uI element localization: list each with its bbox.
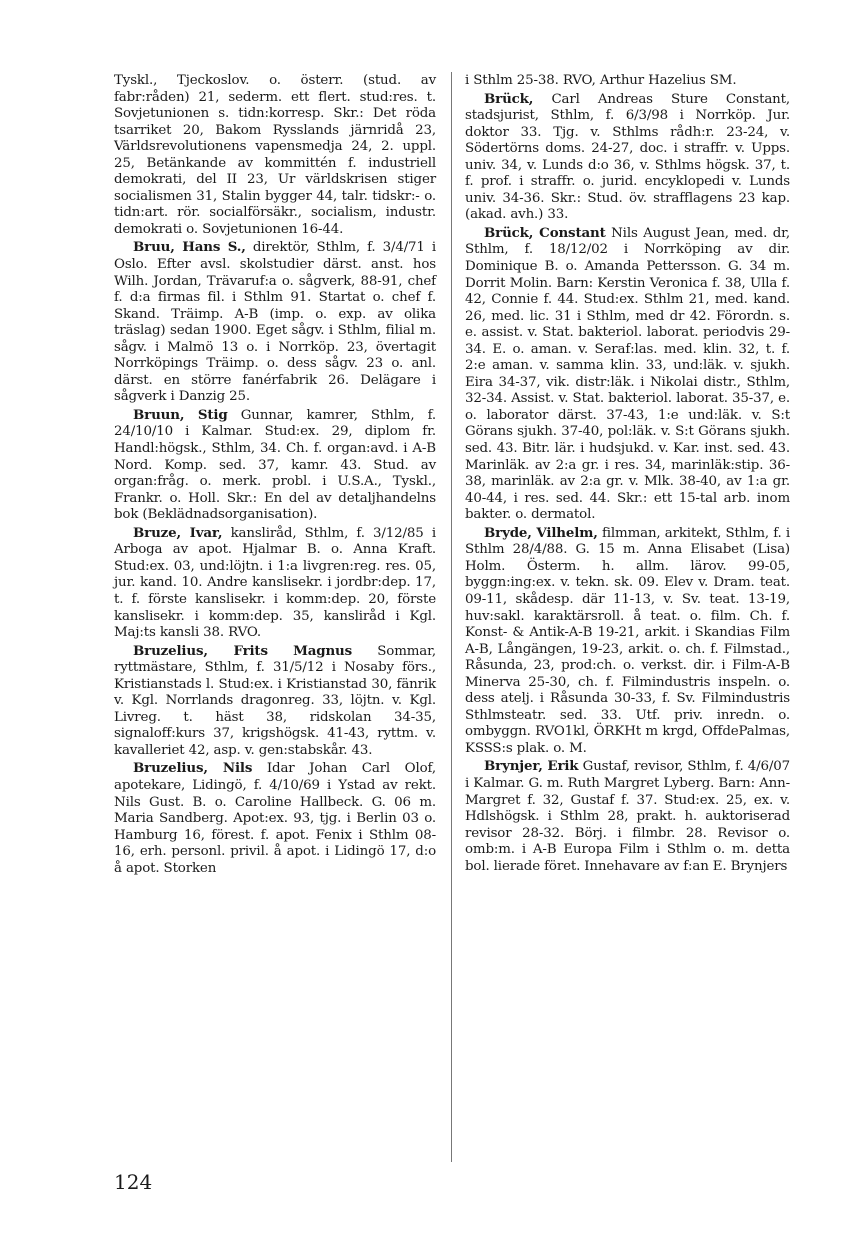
entry-text: Nils August Jean, med. dr, Sthlm, f. 18/12/02 i Norrköping av dir. Dominique B. o. Amanda Pettersson. G. 34 m. Dorrit Molin. Barn: Kerstin Veronica f. 38, Ulla f. 42, Connie f. 44. Stud:ex. Sthlm 21, med. kand. 26, med. lic. 31 i Sthlm, med dr 42. Förordn. s. e. assist. v. Stat. bakteriol. laborat. periodvis 29-34. E. o. aman. v. Seraf:las. med. klin. 32, t. f. 2:e aman. v. samma klin. 33, und:läk. v. sjukh. Eira 34-37, vik. distr:läk. i Nikolai distr., Sthlm, 32-34. Assist. v. Stat. bakteriol. laborat. 35-37, e. o. laborator därst. 37-43, 1:e und:läk. v. S:t Görans sjukh. 37-40, pol:läk. v. S:t Görans sjukh. sed. 43. Bitr. lär. i hudsjukd. v. Kar. inst. sed. 43. Marinläk. av 2:a gr. i res. 34, marinläk:stip. 36-38, marinläk. av 2:a gr. v. Mlk. 38-40, av 1:a gr. 40-44, i res. sed. 44. Skr.: ett 15-tal arb. inom bakter. o. dermatol. (465, 225, 790, 523)
entry-text: filmman, arkitekt, Sthlm, f. i Sthlm 28/4/88. G. 15 m. Anna Elisabet (Lisa) Holm. Österm. h. allm. lärov. 99-05, byggn:ing:ex. v. tekn. sk. 09. Elev v. Dram. teat. 09-11, skådesp. där 11-13, v. Sv. teat. 13-19, huv:sakl. karaktärsroll. å teat. o. film. Ch. f. Konst- & Antik-A-B 19-21, arkit. i Skandias Film A-B, Långängen, 19-23, arkit. o. ch. f. Filmstad., Råsunda, 23, prod:ch. o. verkst. dir. i Film-A-B Minerva 25-30, ch. f. Filmindustris inspeln. o. dess atelj. i Råsunda 30-33, f. Sv. Filmindustris Sthlmsteatr. sed. 33. Utf. priv. inredn. o. ombyggn. RVO1kl, ÖRKHt m krgd, OffdePalmas, KSSS:s plak. o. M. (465, 525, 790, 756)
entry-text: direktör, Sthlm, f. 3/4/71 i Oslo. Efter avsl. skolstudier därst. anst. hos Wilh. Jordan, Trävaruf:a o. sågverk, 88-91, chef f. d:a firmas fil. i Sthlm 91. Startat o. chef f. Skand. Träimp. A-B (imp. o. exp. av olika träslag) sedan 1900. Eget sågv. i Sthlm, filial m. sågv. i Malmö 13 o. i Norrköp. 23, övertagit Norrköpings Träimp. o. dess sågv. 23 o. anl. därst. en större fanérfabrik 26. Delägare i sågverk i Danzig 25. (114, 240, 436, 405)
entry-text: Gustaf, revisor, Sthlm, f. 4/6/07 i Kalmar. G. m. Ruth Margret Lyberg. Barn: Ann-Margret f. 32, Gustaf f. 37. Stud:ex. 25, ex. v. Hdlshögsk. i Sthlm 28, prakt. h. auktoriserad revisor 28-32. Börj. i filmbr. 28. Revisor o. omb:m. i A-B Europa Film i Sthlm o. m. detta bol. lierade föret. Innehavare av f:an E. Brynjers (465, 759, 790, 874)
entry-text: i Sthlm 25-38. RVO, Arthur Hazelius SM. (465, 73, 737, 88)
column-divider (451, 72, 452, 1162)
entry-bryde-vilhelm (465, 525, 790, 758)
entry-text: Sommar, ryttmästare, Sthlm, f. 31/5/12 i Nosaby förs., Kristianstads l. Stud:ex. i Kristianstad 30, fänrik v. Kgl. Norrlands dragonreg. 33, löjtn. v. Kgl. Livreg. t. häst 38, ridskolan 34-35, signaloff:kurs 37, krigshögsk. 41-43, ryttm. v. kavalleriet 42, asp. v. gen:stabskår. 43. (114, 643, 437, 758)
entry-bruzelius-nils (114, 760, 436, 877)
entry-text: kanslіråd, Sthlm, f. 3/12/85 i Arboga av apot. Hjalmar B. o. Anna Kraft. Stud:ex. 03, und:löjtn. i 1:a livgren:reg. res. 05, jur. kand. 10. Andre kanslisekr. i jordbr:dep. 17, t. f. förste kanslisekr. i komm:dep. 20, förste kanslisekr. i komm:dep. 35, kanslіråd i Kgl. Maj:ts kansli 38. RVO. (114, 525, 436, 641)
entry-bruu-hans (114, 239, 436, 405)
entry-name: Brynjer, Erik (484, 758, 579, 775)
entry-name: Bruzelius, Frits (133, 642, 268, 659)
entry-name: Bruze, Ivar, (133, 524, 223, 541)
entry-name: Brück, (484, 90, 534, 107)
entry-given-bold: Magnus (293, 642, 353, 659)
entry-bruck-carl (465, 91, 790, 224)
right-column (465, 72, 790, 875)
page-number: 124 (114, 1170, 153, 1194)
entry-name: Bruu, Hans S., (133, 239, 246, 256)
entry-text: Carl Andreas Sture Constant, stadsjurist, Sthlm, f. 6/3/98 i Norrköp. Jur. doktor 33. Tjg. v. Sthlms rådh:r. 23-24, v. Södertörns doms. 24-27, doc. i straffr. v. Upps. univ. 34, v. Lunds d:o 36, v. Sthlms högsk. 37, t. f. prof. i straffr. o. jurid. encyklopedi v. Lunds univ. 34-36. Skr.: Stud. öv. strafflagens 23 kap. (akad. avh.) 33. (465, 91, 790, 223)
entry-bruze-ivar (114, 525, 436, 642)
entry-name: Bruzelius, Nils (133, 760, 253, 777)
entry-name: Brück, Constant (484, 224, 606, 241)
entry-name: Bruun, Stig (133, 406, 228, 423)
entry-0 (114, 72, 436, 238)
entry-text: Tyskl., Tjeckoslov. o. österr. (stud. av fabr:råden) 21, sederm. ett flert. stud:res. t. Sovjetunionen s. tidn:korresp. Skr.: Det röda tsarriket 20, Bakom Rysslands järnridå 23, Världsrevolutionens vapensmedja 24, 2. uppl. 25, Betänkande av kommittén f. industriell demokrati, del II 23, Ur världskrisen stiger socialismen 31, Stalin bygger 44, talr. tidskr:- o. tidn:art. rör. socialförsäkr., socialism, industr. demokrati o. Sovjetunionen 16-44. (114, 73, 436, 237)
entry-name: Bryde, Vilhelm, (484, 524, 598, 541)
entry-bruun-stig (114, 407, 436, 524)
entry-brynjer-erik (465, 758, 790, 875)
entry-cont-right (465, 72, 790, 90)
entry-text: Idar Johan Carl Olof, apotekare, Lidingö, f. 4/10/69 i Ystad av rekt. Nils Gust. B. o. Caroline Hallbeck. G. 06 m. Maria Sandberg. Apot:ex. 93, tjg. i Berlin 03 o. Hamburg 16, förest. f. apot. Fenix i Sthlm 08-16, erh. personl. privil. å apot. i Lidingö 17, d:o å apot. Storken (114, 761, 436, 876)
entry-bruck-constant (465, 225, 790, 524)
entry-text: Gunnar, kamrer, Sthlm, f. 24/10/10 i Kalmar. Stud:ex. 29, diplom fr. Handl:högsk., Sthlm, 34. Ch. f. organ:avd. i A-B Nord. Komp. sed. 37, kamr. 43. Stud. av organ:fråg. o. merk. probl. i U.S.A., Tyskl., Frankr. o. Holl. Skr.: En del av detaljhandelns bok (Beklädnadsorganisation). (114, 407, 437, 523)
entry-bruzelius-frits (114, 643, 436, 760)
left-column (114, 72, 436, 877)
